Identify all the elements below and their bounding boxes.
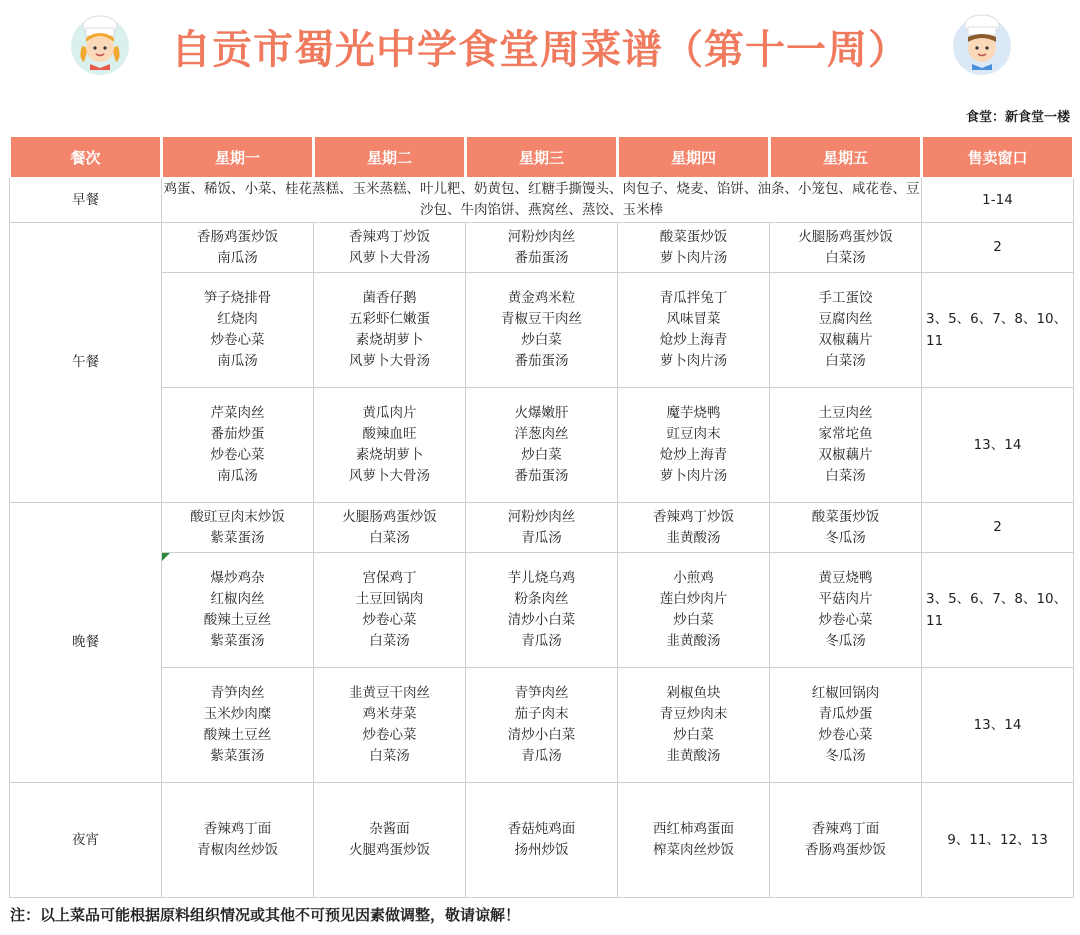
dinner-monday-cell [162, 503, 314, 553]
dish-name: 冬瓜汤 [825, 529, 866, 546]
dish-name: 洋葱肉丝 [514, 426, 569, 442]
dish-name: 素烧胡萝卜 [355, 332, 424, 348]
lunch-monday-cell [162, 388, 314, 503]
dish-name: 小煎鸡 [673, 570, 714, 586]
supper-window: 9、11、12、13 [922, 783, 1074, 898]
dish-name: 芋儿烧乌鸡 [507, 570, 576, 586]
dish-name: 南瓜汤 [217, 353, 258, 369]
dinner-monday-cell [162, 553, 314, 668]
dish-name: 黄金鸡米粒 [507, 290, 576, 306]
dish-name: 炝炒上海青 [659, 332, 728, 348]
dish-name: 白菜汤 [825, 353, 866, 369]
footnote: 注：以上菜品可能根据原料组织情况或其他不可预见因素做调整，敬请谅解！ [10, 906, 521, 924]
header-thursday: 星期四 [618, 137, 770, 178]
dinner-window: 2 [922, 503, 1074, 553]
page-header [0, 0, 1080, 95]
lunch-thursday-cell [618, 273, 770, 388]
dinner-row [10, 503, 1074, 553]
dish-name: 豆腐肉丝 [818, 311, 873, 327]
dish-name: 清炒小白菜 [507, 612, 576, 628]
dish-name: 香辣鸡丁炒饭 [653, 508, 734, 525]
dinner-wednesday-cell [466, 668, 618, 783]
dish-name: 青瓜炒蛋 [818, 706, 873, 722]
dinner-thursday-cell [618, 668, 770, 783]
dish-name: 酸辣土豆丝 [203, 612, 272, 628]
header-meal: 餐次 [10, 137, 162, 178]
lunch-thursday-cell [618, 388, 770, 503]
breakfast-items: 鸡蛋、稀饭、小菜、桂花蒸糕、玉米蒸糕、叶儿粑、奶黄包、红糖手撕馒头、肉包子、烧麦、馅饼、油条、小笼包、咸花卷、豆沙包、牛肉馅饼、燕窝丝、蒸饺、玉米棒 [162, 178, 922, 223]
dish-name: 家常坨鱼 [818, 426, 873, 442]
supper-tuesday-cell [314, 783, 466, 898]
dish-name: 紫菜蛋汤 [210, 529, 265, 546]
dinner-wednesday-cell [466, 503, 618, 553]
meal-supper: 夜宵 [10, 783, 162, 898]
dinner-row [10, 553, 1074, 668]
dish-name: 炒卷心菜 [210, 447, 265, 463]
dish-name: 河粉炒肉丝 [507, 228, 576, 245]
dish-name: 冬瓜汤 [825, 633, 866, 649]
dish-name: 青椒肉丝炒饭 [197, 842, 278, 858]
dish-name: 韭黄酸汤 [666, 529, 721, 546]
dish-name: 香辣鸡丁炒饭 [349, 228, 430, 245]
dish-name: 玉米炒肉糜 [203, 706, 272, 722]
dish-name: 韭黄酸汤 [666, 748, 721, 764]
dish-name: 炒卷心菜 [362, 612, 417, 628]
dinner-thursday-cell [618, 503, 770, 553]
lunch-monday-cell [162, 273, 314, 388]
dish-name: 黄瓜肉片 [362, 405, 417, 421]
dish-name: 平菇肉片 [818, 591, 873, 607]
dish-name: 韭黄豆干肉丝 [349, 685, 430, 701]
dish-name: 青瓜汤 [521, 633, 562, 649]
lunch-row [10, 223, 1074, 273]
dish-name: 紫菜蛋汤 [210, 748, 265, 764]
dish-name: 炝炒上海青 [659, 447, 728, 463]
dish-name: 白菜汤 [825, 468, 866, 484]
dish-name: 剁椒鱼块 [666, 685, 721, 701]
dinner-monday-cell [162, 668, 314, 783]
dish-name: 火爆嫩肝 [514, 405, 569, 421]
dish-name: 萝卜肉片汤 [659, 468, 728, 484]
breakfast-window: 1-14 [922, 178, 1074, 223]
dish-name: 双椒藕片 [818, 332, 873, 348]
dish-name: 河粉炒肉丝 [507, 508, 576, 525]
dish-name: 手工蛋饺 [818, 290, 873, 306]
dish-name: 白菜汤 [369, 748, 410, 764]
dish-name: 五彩虾仁嫩蛋 [349, 311, 430, 327]
dish-name: 紫菜蛋汤 [210, 633, 265, 649]
dish-name: 炒卷心菜 [818, 612, 873, 628]
header-friday: 星期五 [770, 137, 922, 178]
lunch-monday-cell [162, 223, 314, 273]
dish-name: 韭黄酸汤 [666, 633, 721, 649]
lunch-window: 3、5、6、7、8、10、11 [922, 273, 1074, 388]
dish-name: 宫保鸡丁 [362, 570, 417, 586]
dish-name: 香辣鸡丁面 [811, 821, 880, 837]
dish-name: 炒卷心菜 [818, 727, 873, 743]
dish-name: 番茄蛋汤 [514, 353, 569, 369]
dish-name: 炒卷心菜 [362, 727, 417, 743]
header-tuesday: 星期二 [314, 137, 466, 178]
lunch-thursday-cell [618, 223, 770, 273]
supper-thursday-cell [618, 783, 770, 898]
dish-name: 清炒小白菜 [507, 727, 576, 743]
lunch-row [10, 388, 1074, 503]
dish-name: 芹菜肉丝 [210, 405, 265, 421]
dish-name: 香肠鸡蛋炒饭 [197, 228, 278, 245]
dish-name: 番茄蛋汤 [514, 468, 569, 484]
dinner-row [10, 668, 1074, 783]
dish-name: 风萝卜大骨汤 [349, 353, 430, 369]
dish-name: 青椒豆干肉丝 [501, 311, 582, 327]
supper-row [10, 783, 1074, 898]
dish-name: 茄子肉末 [514, 706, 569, 722]
dish-name: 炒白菜 [521, 447, 562, 463]
cell-comment-marker [162, 553, 170, 561]
dinner-window: 3、5、6、7、8、10、11 [922, 553, 1074, 668]
dinner-friday-cell [770, 553, 922, 668]
page-title: 自贡市蜀光中学食堂周菜谱（第十一周） [171, 27, 909, 73]
lunch-tuesday-cell [314, 223, 466, 273]
dinner-window: 13、14 [922, 668, 1074, 783]
dish-name: 双椒藕片 [818, 447, 873, 463]
header-row [10, 137, 1074, 178]
lunch-row [10, 273, 1074, 388]
dish-name: 扬州炒饭 [514, 842, 569, 858]
dish-name: 粉条肉丝 [514, 591, 569, 607]
dish-name: 酸辣土豆丝 [203, 727, 272, 743]
dish-name: 青笋肉丝 [210, 685, 265, 701]
supper-monday-cell [162, 783, 314, 898]
dish-name: 土豆回锅肉 [355, 591, 424, 607]
dish-name: 酸菜蛋炒饭 [811, 508, 880, 525]
dish-name: 豇豆肉末 [666, 426, 721, 442]
header-wednesday: 星期三 [466, 137, 618, 178]
canteen-label: 食堂：新食堂一楼 [965, 110, 1070, 125]
dinner-wednesday-cell [466, 553, 618, 668]
dish-name: 红椒肉丝 [210, 591, 265, 607]
dish-name: 酸豇豆肉末炒饭 [190, 508, 285, 525]
dish-name: 西红柿鸡蛋面 [653, 821, 734, 837]
dish-name: 南瓜汤 [217, 468, 258, 484]
supper-friday-cell [770, 783, 922, 898]
dish-name: 青瓜汤 [521, 748, 562, 764]
dish-name: 杂酱面 [369, 821, 410, 837]
dinner-friday-cell [770, 668, 922, 783]
dish-name: 冬瓜汤 [825, 748, 866, 764]
dish-name: 莲白炒肉片 [659, 591, 728, 607]
dish-name: 素烧胡萝卜 [355, 447, 424, 463]
dinner-thursday-cell [618, 553, 770, 668]
dish-name: 炒白菜 [673, 612, 714, 628]
dish-name: 白菜汤 [369, 529, 410, 546]
dish-name: 笋子烧排骨 [203, 290, 272, 306]
lunch-tuesday-cell [314, 388, 466, 503]
dinner-tuesday-cell [314, 503, 466, 553]
breakfast-row [10, 178, 1074, 223]
dish-name: 番茄炒蛋 [210, 426, 265, 442]
weekly-menu-table [8, 136, 1075, 898]
dish-name: 香菇炖鸡面 [507, 821, 576, 837]
lunch-window: 2 [922, 223, 1074, 273]
dish-name: 青瓜汤 [521, 529, 562, 546]
dish-name: 萝卜肉片汤 [659, 249, 728, 266]
dish-name: 青笋肉丝 [514, 685, 569, 701]
dish-name: 香辣鸡丁面 [203, 821, 272, 837]
dish-name: 火腿肠鸡蛋炒饭 [342, 508, 437, 525]
lunch-friday-cell [770, 273, 922, 388]
lunch-wednesday-cell [466, 223, 618, 273]
dish-name: 炒白菜 [521, 332, 562, 348]
dish-name: 风萝卜大骨汤 [349, 249, 430, 266]
dish-name: 黄豆烧鸭 [818, 570, 873, 586]
lunch-tuesday-cell [314, 273, 466, 388]
lunch-wednesday-cell [466, 388, 618, 503]
dinner-friday-cell [770, 503, 922, 553]
lunch-wednesday-cell [466, 273, 618, 388]
dish-name: 番茄蛋汤 [514, 249, 569, 266]
dish-name: 香肠鸡蛋炒饭 [805, 842, 886, 858]
dish-name: 榨菜肉丝炒饭 [653, 842, 734, 858]
dish-name: 白菜汤 [369, 633, 410, 649]
dish-name: 青瓜拌兔丁 [659, 290, 728, 306]
dish-name: 爆炒鸡杂 [210, 570, 265, 586]
dish-name: 炒卷心菜 [210, 332, 265, 348]
dish-name: 青豆炒肉末 [659, 706, 728, 722]
dish-name: 鸡米芽菜 [362, 706, 417, 722]
chef-boy-icon [950, 12, 1014, 76]
dish-name: 火腿鸡蛋炒饭 [349, 842, 430, 858]
dish-name: 菌香仔鹅 [362, 290, 417, 306]
dish-name: 红椒回锅肉 [811, 685, 880, 701]
dish-name: 风萝卜大骨汤 [349, 468, 430, 484]
dish-name: 南瓜汤 [217, 249, 258, 266]
dish-name: 红烧肉 [217, 311, 258, 327]
dish-name: 酸辣血旺 [362, 426, 417, 442]
supper-wednesday-cell [466, 783, 618, 898]
dish-name: 酸菜蛋炒饭 [659, 228, 728, 245]
meal-lunch: 午餐 [10, 223, 162, 503]
header-monday: 星期一 [162, 137, 314, 178]
dish-name: 土豆肉丝 [818, 405, 873, 421]
lunch-friday-cell [770, 223, 922, 273]
dish-name: 火腿肠鸡蛋炒饭 [798, 228, 893, 245]
dish-name: 炒白菜 [673, 727, 714, 743]
dish-name: 萝卜肉片汤 [659, 353, 728, 369]
lunch-friday-cell [770, 388, 922, 503]
dish-name: 白菜汤 [825, 249, 866, 266]
dinner-tuesday-cell [314, 553, 466, 668]
dish-name: 风味冒菜 [666, 311, 721, 327]
header-window: 售卖窗口 [922, 137, 1074, 178]
meal-breakfast: 早餐 [10, 178, 162, 223]
lunch-window: 13、14 [922, 388, 1074, 503]
dinner-tuesday-cell [314, 668, 466, 783]
dish-name: 魔芋烧鸭 [666, 405, 721, 421]
meal-dinner: 晚餐 [10, 503, 162, 783]
